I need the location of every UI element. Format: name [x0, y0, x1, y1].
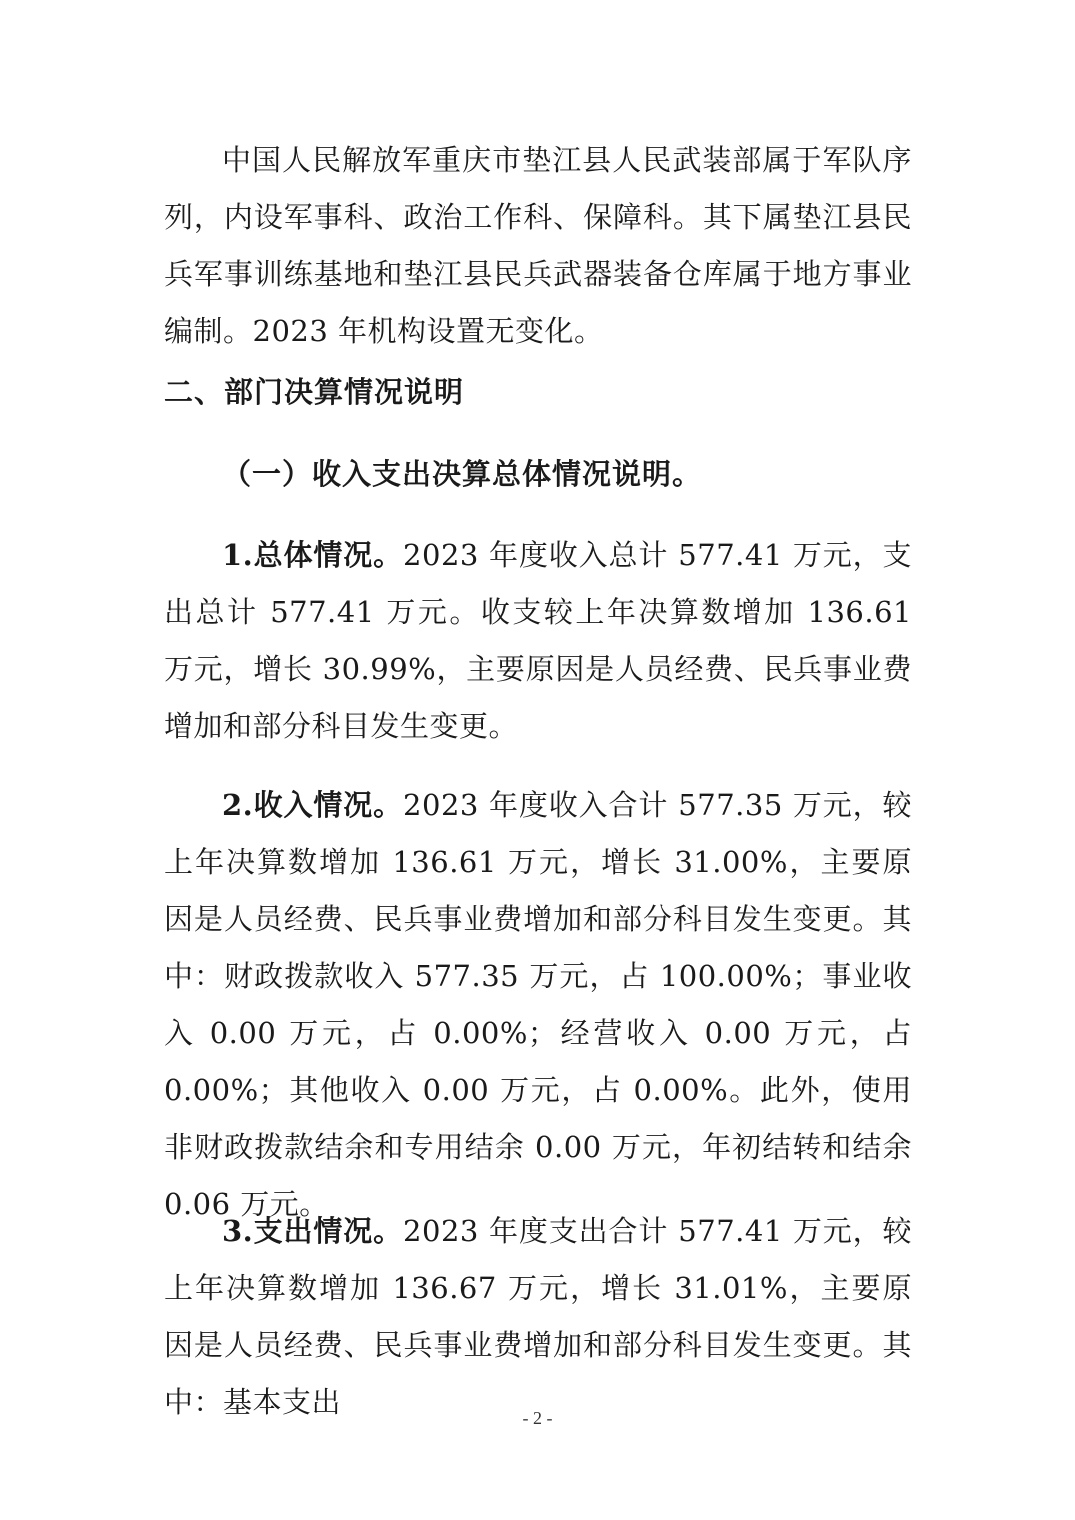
paragraph-overall — [164, 527, 912, 755]
paragraph-overall-lead: 1.总体情况。 — [222, 538, 404, 572]
paragraph-overall-body: 2023 年度收入总计 577.41 万元，支出总计 577.41 万元。收支较上年决算数增加 136.61 万元，增长 30.99%，主要原因是人员经费、民兵事业费增加和部分科目发生变更。 — [164, 538, 912, 743]
subsection-heading-one: （一）收入支出决算总体情况说明。 — [222, 457, 703, 491]
page-number: - 2 - — [522, 1408, 553, 1428]
paragraph-organization-text: 中国人民解放军重庆市垫江县人民武装部属于军队序列，内设军事科、政治工作科、保障科。其下属垫江县民兵军事训练基地和垫江县民兵武器装备仓库属于地方事业编制。2023 年机构设置无变化。 — [164, 143, 912, 348]
paragraph-expense — [164, 1203, 912, 1431]
paragraph-income-body: 2023 年度收入合计 577.35 万元，较上年决算数增加 136.61 万元，增长 31.00%，主要原因是人员经费、民兵事业费增加和部分科目发生变更。其中：财政拨款收入 577.35 万元，占 100.00%；事业收入 0.00 万元，占 0.00%；经营收入 0.00 万元，占 0.00%；其他收入 0.00 万元，占 0.00%。此外，使用非财政拨款结余和专用结余 0.00 万元，年初结转和结余 0.06 万元。 — [164, 788, 912, 1221]
paragraph-income — [164, 777, 912, 1233]
paragraph-expense-body: 2023 年度支出合计 577.41 万元，较上年决算数增加 136.67 万元，增长 31.01%，主要原因是人员经费、民兵事业费增加和部分科目发生变更。其中：基本支出 — [164, 1214, 912, 1419]
paragraph-expense-lead: 3.支出情况。 — [222, 1214, 404, 1248]
paragraph-income-lead: 2.收入情况。 — [222, 788, 404, 822]
paragraph-organization — [164, 132, 912, 360]
section-heading-two: 二、部门决算情况说明 — [164, 375, 465, 409]
